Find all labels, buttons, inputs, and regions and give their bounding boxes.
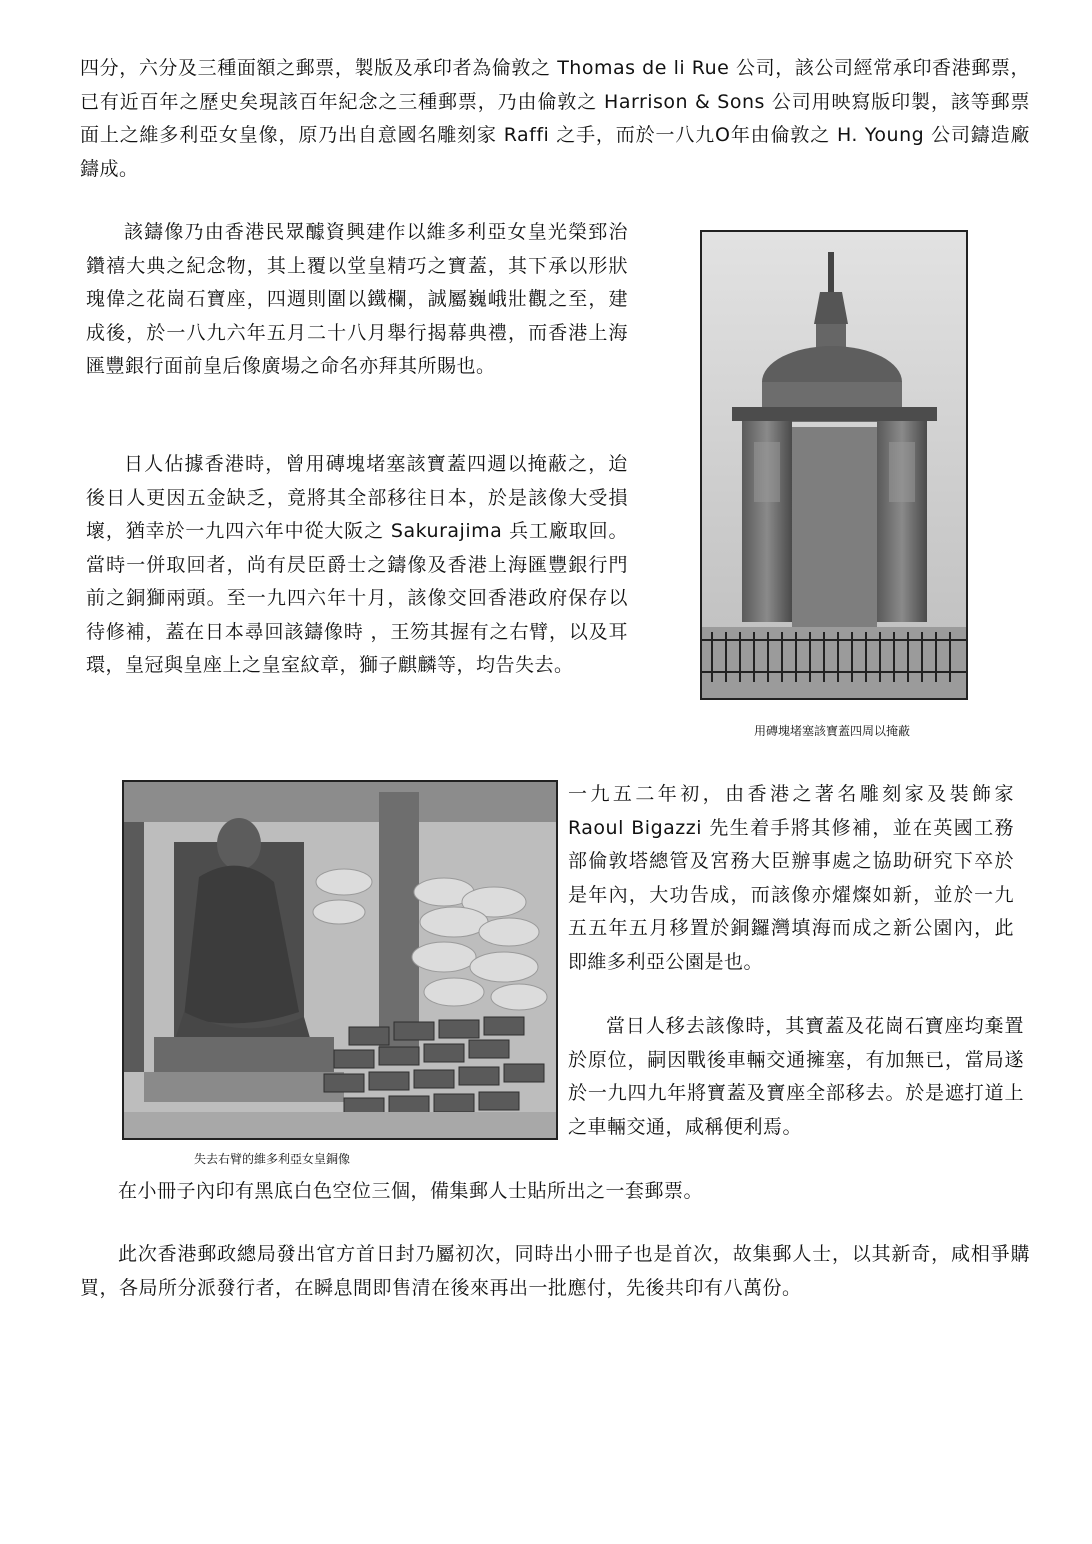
paragraph-first-day-cover: 此次香港郵政總局發出官方首日封乃屬初次，同時出小冊子也是首次，故集郵人士，以其新奇，咸相爭購買，各局所分派發行者，在瞬息間即售清在後來再出一批應付，先後共印有八萬份。 xyxy=(80,1243,1030,1299)
statue-illustration xyxy=(124,782,556,1138)
canopy-photo xyxy=(700,230,968,700)
paragraph-stamps-printing: 四分，六分及三種面額之郵票，製版及承印者為倫敦之 Thomas de li Rue 公司，該公司經常承印香港郵票，已有近百年之歷史矣現該百年紀念之三種郵票，乃由倫敦之 Harrison & Sons 公司用映寫版印製，該等郵票面上之維多利亞女皇像，原乃出自意國名雕刻家 Raffi 之手，而於一八九O年由倫敦之 H. Young 公司鑄造廠鑄成。 xyxy=(80,57,1030,180)
paragraph-statue-canopy: 該鑄像乃由香港民眾醵資興建作以維多利亞女皇光榮郅治鑽禧大典之紀念物，其上覆以堂皇精巧之寶蓋，其下承以形狀瑰偉之花崗石寶座，四週則圍以鐵欄，誠屬巍峨壯觀之至，建成後，於一八九六年五月二十八月舉行揭幕典禮，而香港上海匯豐銀行面前皇后像廣場之命名亦拜其所賜也。 xyxy=(86,221,628,377)
statue-photo xyxy=(122,780,558,1140)
paragraph-restoration: 一九五二年初，由香港之著名雕刻家及裝飾家 Raoul Bigazzi 先生着手將其修補，並在英國工務部倫敦塔總管及宮務大臣辦事處之協助研究下卒於是年內，大功告成，而該像亦燿燦如新，並於一九五五年五月移置於銅鑼灣填海而成之新公園內，此即維多利亞公園是也。 xyxy=(568,783,1014,973)
statue-caption: 失去右臂的維多利亞女皇銅像 xyxy=(193,1152,350,1166)
paragraph-canopy-removal: 當日人移去該像時，其寶蓋及花崗石寶座均棄置於原位，嗣因戰後車輛交通擁塞，有加無已，當局遂於一九四九年將寶蓋及寶座全部移去。於是遮打道上之車輛交通，咸稱便利焉。 xyxy=(568,1015,1024,1138)
canopy-caption: 用磚塊堵塞該寶蓋四周以掩蔽 xyxy=(753,724,910,738)
paragraph-japanese-occupation: 日人佔據香港時，曾用磚塊堵塞該寶蓋四週以掩蔽之，迨後日人更因五金缺乏，竟將其全部移往日本，於是該像大受損壞，猶幸於一九四六年中從大阪之 Sakurajima 兵工廠取回。當時一併取回者，尚有昃臣爵士之鑄像及香港上海匯豐銀行門前之銅獅兩頭。至一九四六年十月，該像交回香港政府保存以待修補，蓋在日本尋回該鑄像時 ，王笏其握有之右臂，以及耳環，皇冠與皇座上之皇室紋章，獅子麒麟等，均告失去。 xyxy=(86,453,628,676)
paragraph-booklet: 在小冊子內印有黑底白色空位三個，備集郵人士貼所出之一套郵票。 xyxy=(118,1180,704,1202)
canopy-illustration xyxy=(702,232,966,698)
